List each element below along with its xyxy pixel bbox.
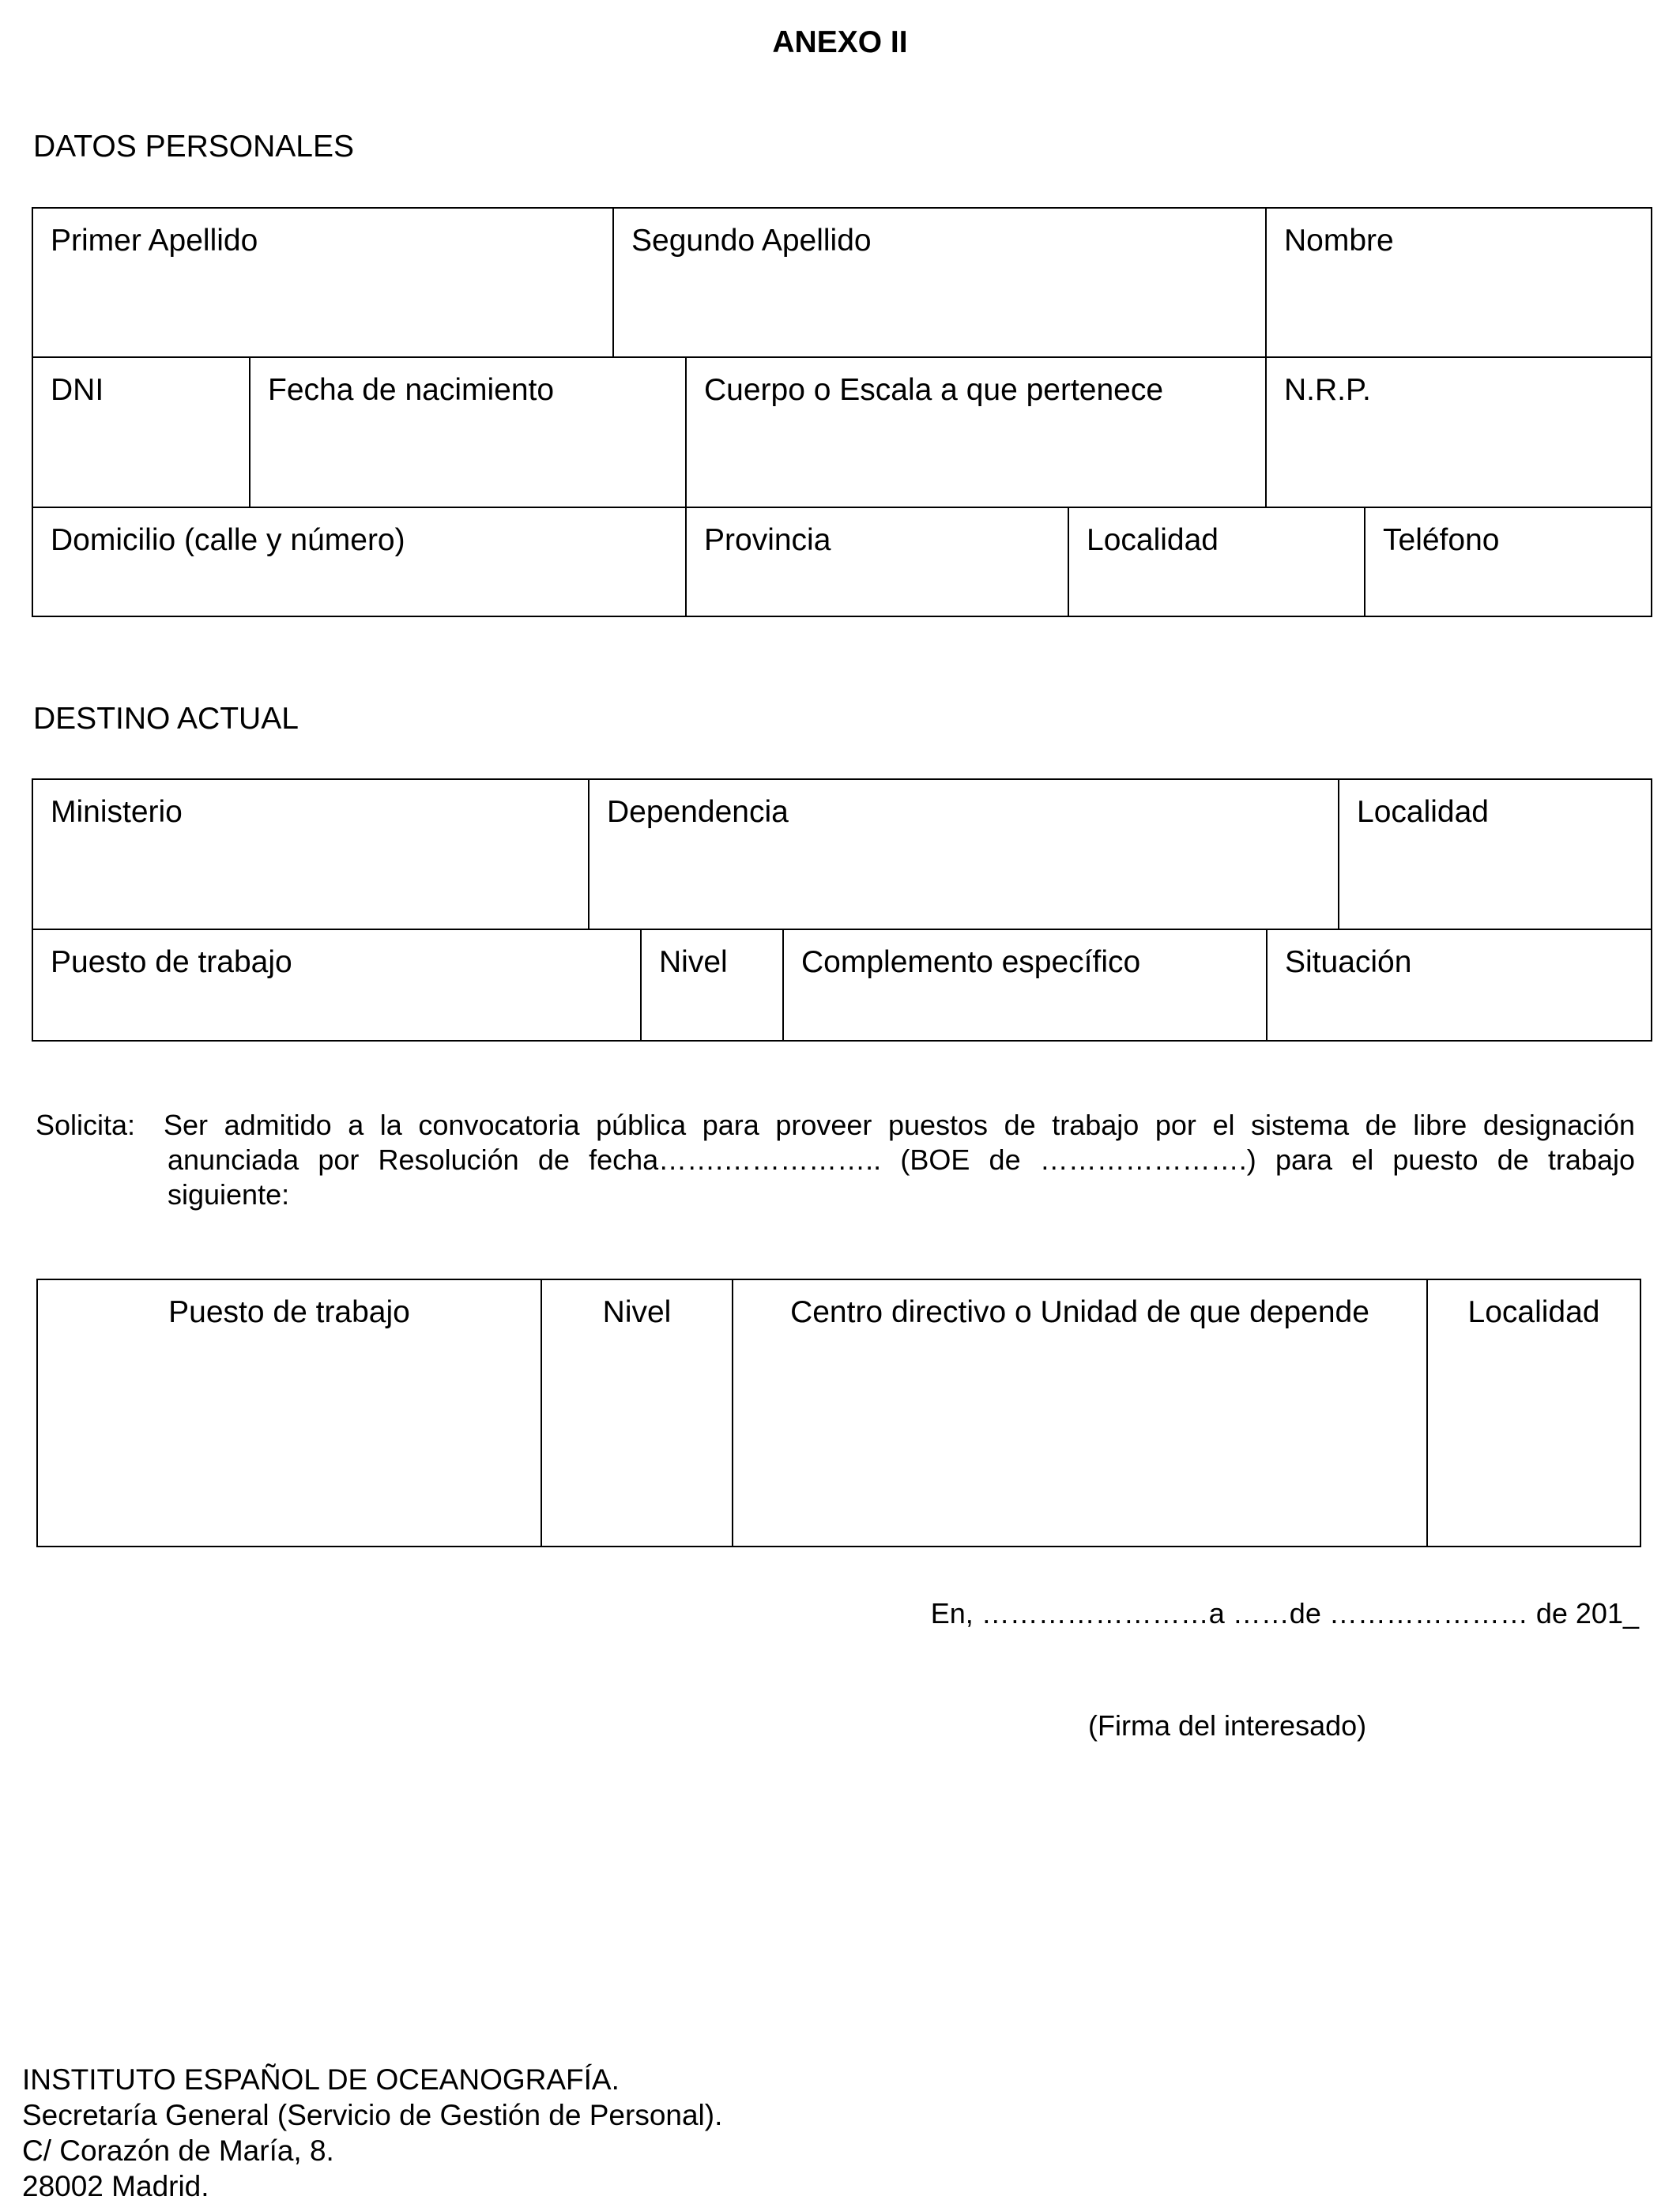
field-cuerpo-escala[interactable]: [685, 356, 1267, 508]
field-label: Domicilio (calle y número): [51, 523, 405, 557]
field-label: Fecha de nacimiento: [268, 373, 555, 407]
col-centro-directivo[interactable]: [732, 1279, 1428, 1547]
field-label: Dependencia: [607, 795, 789, 829]
column-header: Centro directivo o Unidad de que depende: [790, 1295, 1369, 1329]
footer-street: C/ Corazón de María, 8.: [22, 2134, 334, 2167]
document-title: ANEXO II: [772, 25, 908, 59]
column-header: Nivel: [602, 1295, 672, 1329]
field-label: Localidad: [1357, 795, 1489, 829]
field-localidad[interactable]: [1068, 507, 1365, 617]
field-situacion[interactable]: [1266, 929, 1652, 1042]
field-label: Situación: [1285, 945, 1412, 979]
field-label: Nombre: [1284, 224, 1394, 258]
solicita-text-line-3: siguiente:: [168, 1178, 290, 1211]
field-nivel[interactable]: [640, 929, 784, 1042]
footer-department: Secretaría General (Servicio de Gestión de Personal).: [22, 2099, 723, 2131]
field-dni[interactable]: [32, 356, 250, 508]
field-primer-apellido[interactable]: [32, 207, 614, 358]
field-complemento-especifico[interactable]: [782, 929, 1268, 1042]
field-label: Provincia: [704, 523, 831, 557]
field-ministerio[interactable]: [32, 778, 590, 930]
solicita-text-line-1: Ser admitido a la convocatoria pública para proveer puestos de trabajo por el sistema de libre designación: [164, 1109, 1635, 1141]
column-header: Localidad: [1467, 1295, 1600, 1329]
field-nombre[interactable]: [1265, 207, 1652, 358]
datos-personales-heading: DATOS PERSONALES: [33, 130, 355, 164]
field-label: Teléfono: [1383, 523, 1500, 557]
fecha-line: En, ……………………a ……de ………………… de 201_: [930, 1597, 1639, 1629]
solicita-text-line-2: anunciada por Resolución de fecha…….…………….. (BOE de ………………….) para el puesto de trabajo: [168, 1143, 1635, 1176]
col-localidad[interactable]: [1426, 1279, 1641, 1547]
footer-city: 28002 Madrid.: [22, 2170, 209, 2202]
field-provincia[interactable]: [685, 507, 1069, 617]
field-dependencia[interactable]: [588, 778, 1339, 930]
field-puesto-trabajo[interactable]: [32, 929, 642, 1042]
field-label: Complemento específico: [801, 945, 1141, 979]
field-label: N.R.P.: [1284, 373, 1371, 407]
field-telefono[interactable]: [1364, 507, 1652, 617]
firma-label: (Firma del interesado): [1088, 1709, 1367, 1742]
field-domicilio[interactable]: [32, 507, 687, 617]
field-label: Puesto de trabajo: [51, 945, 292, 979]
field-destino-localidad[interactable]: [1338, 778, 1652, 930]
col-puesto-trabajo[interactable]: [36, 1279, 542, 1547]
field-nrp[interactable]: [1265, 356, 1652, 508]
field-label: Segundo Apellido: [631, 224, 872, 258]
footer-institution: INSTITUTO ESPAÑOL DE OCEANOGRAFÍA.: [22, 2063, 620, 2096]
field-fecha-nacimiento[interactable]: [249, 356, 687, 508]
column-header: Puesto de trabajo: [168, 1295, 410, 1329]
field-segundo-apellido[interactable]: [612, 207, 1267, 358]
field-label: Localidad: [1087, 523, 1219, 557]
field-label: Ministerio: [51, 795, 183, 829]
destino-actual-heading: DESTINO ACTUAL: [33, 702, 299, 736]
field-label: Primer Apellido: [51, 224, 258, 258]
field-label: Nivel: [659, 945, 728, 979]
solicita-label: Solicita:: [36, 1109, 136, 1141]
field-label: Cuerpo o Escala a que pertenece: [704, 373, 1164, 407]
col-nivel[interactable]: [541, 1279, 733, 1547]
field-label: DNI: [51, 373, 104, 407]
